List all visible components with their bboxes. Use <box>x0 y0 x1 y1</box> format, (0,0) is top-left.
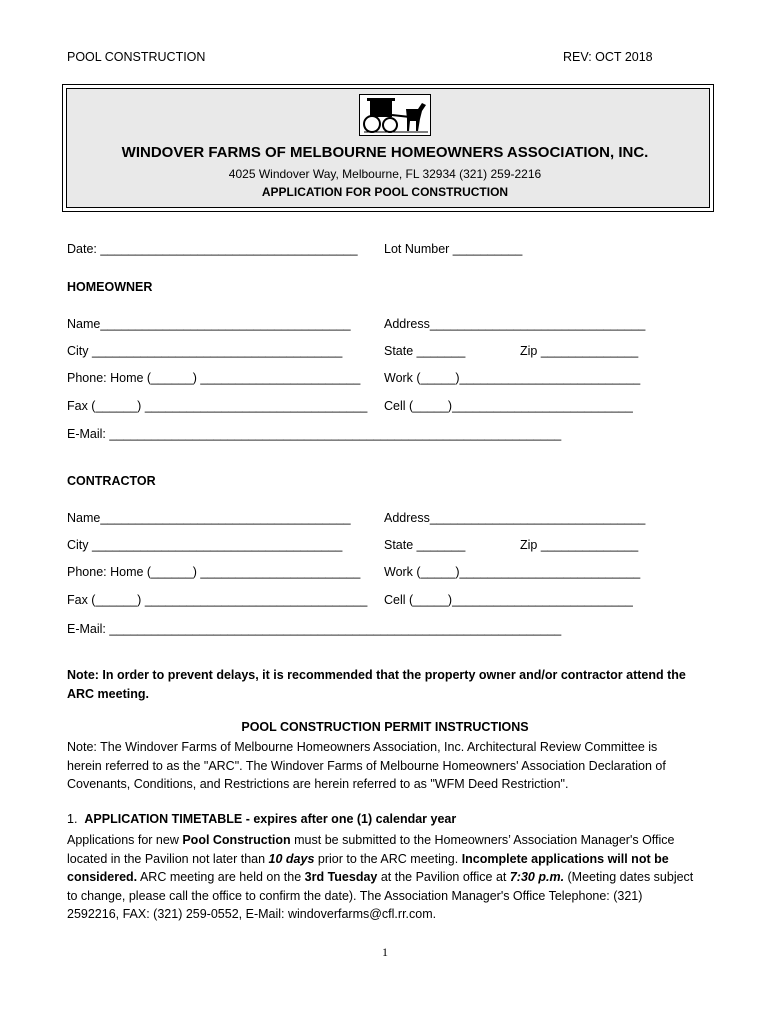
section-1-title <box>67 812 456 826</box>
section-1-line-5: 2592216, FAX: (321) 259-0552, E-Mail: windoverfarms@cfl.rr.com. <box>67 907 437 921</box>
contractor-city-field[interactable]: City ____________________________________ <box>67 538 343 552</box>
arc-meeting-note <box>67 666 707 703</box>
homeowner-cell-field[interactable]: Cell (_____)__________________________ <box>384 399 633 413</box>
instructions-line-3: Covenants, Conditions, and Restrictions are herein referred to as "WFM Deed Restriction". <box>67 777 569 791</box>
homeowner-zip-field[interactable]: Zip ______________ <box>520 344 639 358</box>
application-title: APPLICATION FOR POOL CONSTRUCTION <box>261 185 509 199</box>
contractor-work-phone-field[interactable]: Work (_____)__________________________ <box>384 565 641 579</box>
association-name: WINDOVER FARMS OF MELBOURNE HOMEOWNERS ASSOCIATION, INC. <box>121 144 649 161</box>
note-line-1: Note: In order to prevent delays, it is recommended that the property owner and/or contractor attend the <box>67 668 686 682</box>
date-field[interactable]: Date: _____________________________________ <box>67 242 358 256</box>
homeowner-work-phone-field[interactable]: Work (_____)__________________________ <box>384 371 641 385</box>
section-1-body <box>67 831 707 924</box>
homeowner-address-field[interactable]: Address_______________________________ <box>384 317 646 331</box>
header-revision: REV: OCT 2018 <box>563 50 653 64</box>
horse-carriage-logo <box>359 94 431 136</box>
instructions-line-1: Note: The Windover Farms of Melbourne Homeowners Association, Inc. Architectural Review Committee is <box>67 740 658 754</box>
section-1-line-1: Applications for new Pool Construction must be submitted to the Homeowners’ Association Manager's Office <box>67 833 675 847</box>
instructions-note <box>67 738 707 794</box>
section-1-number: 1. <box>67 812 78 826</box>
section-1-line-3: considered. ARC meeting are held on the 3rd Tuesday at the Pavilion office at 7:30 p.m. (Meeting dates subject <box>67 870 694 884</box>
contractor-state-field[interactable]: State _______ <box>384 538 466 552</box>
note-line-2: ARC meeting. <box>67 686 149 701</box>
contractor-zip-field[interactable]: Zip ______________ <box>520 538 639 552</box>
homeowner-fax-field[interactable]: Fax (______) ________________________________ <box>67 399 368 413</box>
section-1-line-4: to change, please call the office to confirm the date). The Association Manager's Office Telephone: (321) <box>67 888 643 903</box>
page-number: 1 <box>382 945 388 959</box>
homeowner-city-field[interactable]: City ____________________________________ <box>67 344 343 358</box>
lot-number-field[interactable]: Lot Number __________ <box>384 242 523 256</box>
association-address: 4025 Windover Way, Melbourne, FL 32934 (321) 259-2216 <box>228 167 542 181</box>
contractor-fax-field[interactable]: Fax (______) ________________________________ <box>67 593 368 607</box>
contractor-cell-field[interactable]: Cell (_____)__________________________ <box>384 593 633 607</box>
homeowner-state-field[interactable]: State _______ <box>384 344 466 358</box>
contractor-name-field[interactable]: Name____________________________________ <box>67 511 351 525</box>
homeowner-name-field[interactable]: Name____________________________________ <box>67 317 351 331</box>
contractor-home-phone-field[interactable]: Phone: Home (______) _______________________ <box>67 565 361 579</box>
section-1-heading: APPLICATION TIMETABLE - expires after one (1) calendar year <box>84 812 457 826</box>
instructions-heading: POOL CONSTRUCTION PERMIT INSTRUCTIONS <box>241 720 529 734</box>
instructions-line-2: herein referred to as the "ARC". The Windover Farms of Melbourne Homeowners' Association Declaration of <box>67 758 666 773</box>
contractor-email-field[interactable]: E-Mail: _________________________________________________________________ <box>67 622 562 636</box>
homeowner-email-field[interactable]: E-Mail: _________________________________________________________________ <box>67 427 562 441</box>
header-left: POOL CONSTRUCTION <box>67 50 206 64</box>
contractor-heading: CONTRACTOR <box>67 474 156 488</box>
homeowner-heading: HOMEOWNER <box>67 280 153 294</box>
section-1-line-2: located in the Pavilion not later than 10 days prior to the ARC meeting. Incomplete applications will not be <box>67 851 669 866</box>
contractor-address-field[interactable]: Address_______________________________ <box>384 511 646 525</box>
homeowner-home-phone-field[interactable]: Phone: Home (______) _______________________ <box>67 371 361 385</box>
horse-carriage-icon <box>360 95 430 135</box>
